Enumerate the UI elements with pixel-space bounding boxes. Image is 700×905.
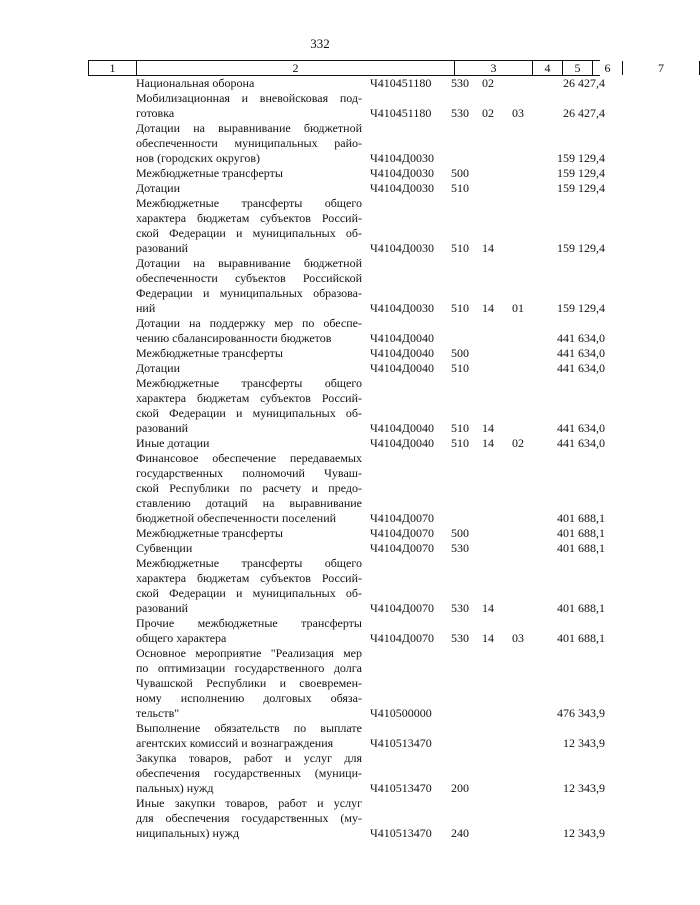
row-code: Ч410513470: [370, 826, 432, 840]
row-amount: 401 688,1: [557, 511, 605, 525]
table-row: [0, 196, 640, 256]
row-name: [136, 616, 362, 646]
row-name-line: Межбюджетные трансферты общего: [136, 376, 362, 390]
row-name-line: ставлению дотаций на выравнивание: [136, 496, 362, 510]
row-name-line: ской Федерации и муниципальных об-: [136, 586, 362, 600]
row-name-line: Основное мероприятие "Реализация мер: [136, 646, 362, 660]
row-name-line: Дотации на выравнивание бюджетной: [136, 121, 362, 135]
table-row: [0, 166, 640, 181]
row-amount: 26 427,4: [563, 76, 605, 90]
row-amount: 441 634,0: [557, 421, 605, 435]
row-name-line: государственных полномочий Чуваш-: [136, 466, 362, 480]
row-name-line: ской Федерации и муниципальных об-: [136, 406, 362, 420]
row-col-6: 02: [512, 436, 524, 450]
table-row: [0, 376, 640, 436]
row-amount: 12 343,9: [563, 826, 605, 840]
row-code: Ч410451180: [370, 106, 432, 120]
row-name-line: для обеспечения государственных (му-: [136, 811, 362, 825]
row-code: Ч4104Д0040: [370, 436, 434, 450]
row-name-line: Межбюджетные трансферты: [136, 526, 283, 540]
table-header: [88, 60, 664, 76]
row-name-line: Межбюджетные трансферты: [136, 166, 283, 180]
row-name: [136, 256, 362, 316]
row-code: Ч4104Д0030: [370, 151, 434, 165]
row-code: Ч4104Д0040: [370, 421, 434, 435]
row-amount: 476 343,9: [557, 706, 605, 720]
row-name: [136, 316, 362, 346]
header-col-6: 6: [592, 61, 622, 75]
row-code: Ч4104Д0070: [370, 631, 434, 645]
row-name-line: Дотации: [136, 361, 181, 375]
table-row: [0, 721, 640, 751]
row-amount: 159 129,4: [557, 181, 605, 195]
row-col-4: 530: [451, 601, 469, 615]
row-code: Ч410513470: [370, 781, 432, 795]
row-amount: 401 688,1: [557, 631, 605, 645]
row-col-4: 530: [451, 631, 469, 645]
table-row: [0, 436, 640, 451]
row-col-6: 03: [512, 631, 524, 645]
row-col-5: 14: [482, 241, 494, 255]
row-name: [136, 181, 362, 196]
row-col-5: 02: [482, 106, 494, 120]
row-amount: 159 129,4: [557, 301, 605, 315]
row-name-line: нов (городских округов): [136, 151, 261, 165]
row-name: [136, 451, 362, 526]
table-row: [0, 646, 640, 721]
row-name: [136, 361, 362, 376]
row-name-line: Субвенции: [136, 541, 193, 555]
row-code: Ч4104Д0070: [370, 526, 434, 540]
row-amount: 441 634,0: [557, 346, 605, 360]
row-code: Ч4104Д0030: [370, 301, 434, 315]
row-name-line: характера бюджетам субъектов Россий-: [136, 391, 362, 405]
row-name-line: Национальная оборона: [136, 76, 255, 90]
row-name-line: Дотации на поддержку мер по обеспе-: [136, 316, 362, 330]
row-col-4: 530: [451, 541, 469, 555]
row-name: [136, 436, 362, 451]
row-name: [136, 121, 362, 166]
row-amount: 12 343,9: [563, 781, 605, 795]
page-number: 332: [310, 36, 330, 51]
row-amount: 441 634,0: [557, 331, 605, 345]
row-name-line: бюджетной обеспеченности поселений: [136, 511, 337, 525]
header-col-4: 4: [532, 61, 562, 75]
row-name-line: по оптимизации государственного долга: [136, 661, 362, 675]
row-col-4: 530: [451, 76, 469, 90]
row-name-line: Прочие межбюджетные трансферты: [136, 616, 362, 630]
row-col-4: 510: [451, 241, 469, 255]
table-row: [0, 541, 640, 556]
row-amount: 441 634,0: [557, 436, 605, 450]
row-col-4: 510: [451, 301, 469, 315]
row-name-line: Межбюджетные трансферты общего: [136, 556, 362, 570]
header-col-5: 5: [562, 61, 592, 75]
row-name: [136, 646, 362, 721]
table-row: [0, 121, 640, 166]
row-code: Ч410513470: [370, 736, 432, 750]
row-col-6: 03: [512, 106, 524, 120]
header-col-1: 1: [88, 61, 136, 75]
row-name: [136, 346, 362, 361]
table-row: [0, 451, 640, 526]
row-col-4: 500: [451, 526, 469, 540]
row-code: Ч4104Д0030: [370, 166, 434, 180]
row-name-line: пальных) нужд: [136, 781, 214, 795]
row-code: Ч4104Д0030: [370, 241, 434, 255]
row-name-line: Финансовое обеспечение передаваемых: [136, 451, 362, 465]
row-name-line: Федерации и муниципальных образова-: [136, 286, 362, 300]
row-name-line: обеспечения государственных (муници-: [136, 766, 362, 780]
row-col-5: 14: [482, 631, 494, 645]
row-name: [136, 541, 362, 556]
row-name-line: обеспеченности субъектов Российской: [136, 271, 362, 285]
row-col-4: 510: [451, 181, 469, 195]
row-amount: 159 129,4: [557, 166, 605, 180]
row-name-line: готовка: [136, 106, 175, 120]
row-code: Ч4104Д0070: [370, 541, 434, 555]
table-row: [0, 76, 640, 91]
header-col-7: 7: [622, 61, 700, 75]
row-name-line: ний: [136, 301, 156, 315]
row-amount: 159 129,4: [557, 151, 605, 165]
row-name-line: Мобилизационная и вневойсковая под-: [136, 91, 362, 105]
table-row: [0, 316, 640, 346]
row-col-5: 02: [482, 76, 494, 90]
row-code: Ч4104Д0070: [370, 511, 434, 525]
row-code: Ч410500000: [370, 706, 432, 720]
row-col-4: 200: [451, 781, 469, 795]
row-name-line: характера бюджетам субъектов Россий-: [136, 211, 362, 225]
row-code: Ч4104Д0040: [370, 361, 434, 375]
row-amount: 401 688,1: [557, 541, 605, 555]
row-col-4: 510: [451, 436, 469, 450]
row-name-line: ской Республики по расчету и предо-: [136, 481, 362, 495]
table-row: [0, 346, 640, 361]
row-name-line: разований: [136, 241, 189, 255]
row-name-line: общего характера: [136, 631, 227, 645]
row-amount: 441 634,0: [557, 361, 605, 375]
row-amount: 12 343,9: [563, 736, 605, 750]
row-name-line: Иные дотации: [136, 436, 210, 450]
row-amount: 159 129,4: [557, 241, 605, 255]
row-name: [136, 526, 362, 541]
row-col-4: 530: [451, 106, 469, 120]
row-name-line: характера бюджетам субъектов Россий-: [136, 571, 362, 585]
row-name-line: Межбюджетные трансферты общего: [136, 196, 362, 210]
row-col-4: 510: [451, 421, 469, 435]
table-row: [0, 91, 640, 121]
table-row: [0, 361, 640, 376]
row-name-line: разований: [136, 421, 189, 435]
table-row: [0, 526, 640, 541]
table-row: [0, 181, 640, 196]
table-body: [0, 76, 640, 841]
row-code: Ч4104Д0070: [370, 601, 434, 615]
row-name: [136, 91, 362, 121]
row-col-4: 500: [451, 166, 469, 180]
header-col-2: 2: [136, 61, 454, 75]
table-row: [0, 256, 640, 316]
table-row: [0, 796, 640, 841]
row-name: [136, 376, 362, 436]
row-name: [136, 751, 362, 796]
row-name: [136, 796, 362, 841]
table-row: [0, 556, 640, 616]
row-name: [136, 556, 362, 616]
table-row: [0, 616, 640, 646]
row-col-5: 14: [482, 436, 494, 450]
row-name-line: тельств": [136, 706, 180, 720]
row-name-line: чению сбалансированности бюджетов: [136, 331, 332, 345]
row-name-line: ному исполнению долговых обяза-: [136, 691, 362, 705]
row-amount: 26 427,4: [563, 106, 605, 120]
row-name-line: Закупка товаров, работ и услуг для: [136, 751, 362, 765]
row-name-line: обеспеченности муниципальных райо-: [136, 136, 362, 150]
row-name-line: ской Федерации и муниципальных об-: [136, 226, 362, 240]
row-code: Ч4104Д0030: [370, 181, 434, 195]
row-col-4: 500: [451, 346, 469, 360]
row-name: [136, 166, 362, 181]
row-code: Ч4104Д0040: [370, 331, 434, 345]
row-code: Ч4104Д0040: [370, 346, 434, 360]
header-col-3: 3: [454, 61, 532, 75]
row-col-6: 01: [512, 301, 524, 315]
row-amount: 401 688,1: [557, 601, 605, 615]
row-col-5: 14: [482, 301, 494, 315]
row-name-line: Чувашской Республики и своевремен-: [136, 676, 362, 690]
row-name-line: разований: [136, 601, 189, 615]
row-name: [136, 721, 362, 751]
row-col-4: 240: [451, 826, 469, 840]
row-amount: 401 688,1: [557, 526, 605, 540]
row-name-line: агентских комиссий и вознаграждения: [136, 736, 334, 750]
row-name-line: Выполнение обязательств по выплате: [136, 721, 362, 735]
row-name: [136, 196, 362, 256]
row-name-line: Межбюджетные трансферты: [136, 346, 283, 360]
row-col-5: 14: [482, 421, 494, 435]
table-row: [0, 751, 640, 796]
row-name-line: Иные закупки товаров, работ и услуг: [136, 796, 362, 810]
row-name: [136, 76, 362, 91]
row-name-line: ниципальных) нужд: [136, 826, 240, 840]
row-code: Ч410451180: [370, 76, 432, 90]
row-col-4: 510: [451, 361, 469, 375]
row-name-line: Дотации: [136, 181, 181, 195]
row-name-line: Дотации на выравнивание бюджетной: [136, 256, 362, 270]
row-col-5: 14: [482, 601, 494, 615]
